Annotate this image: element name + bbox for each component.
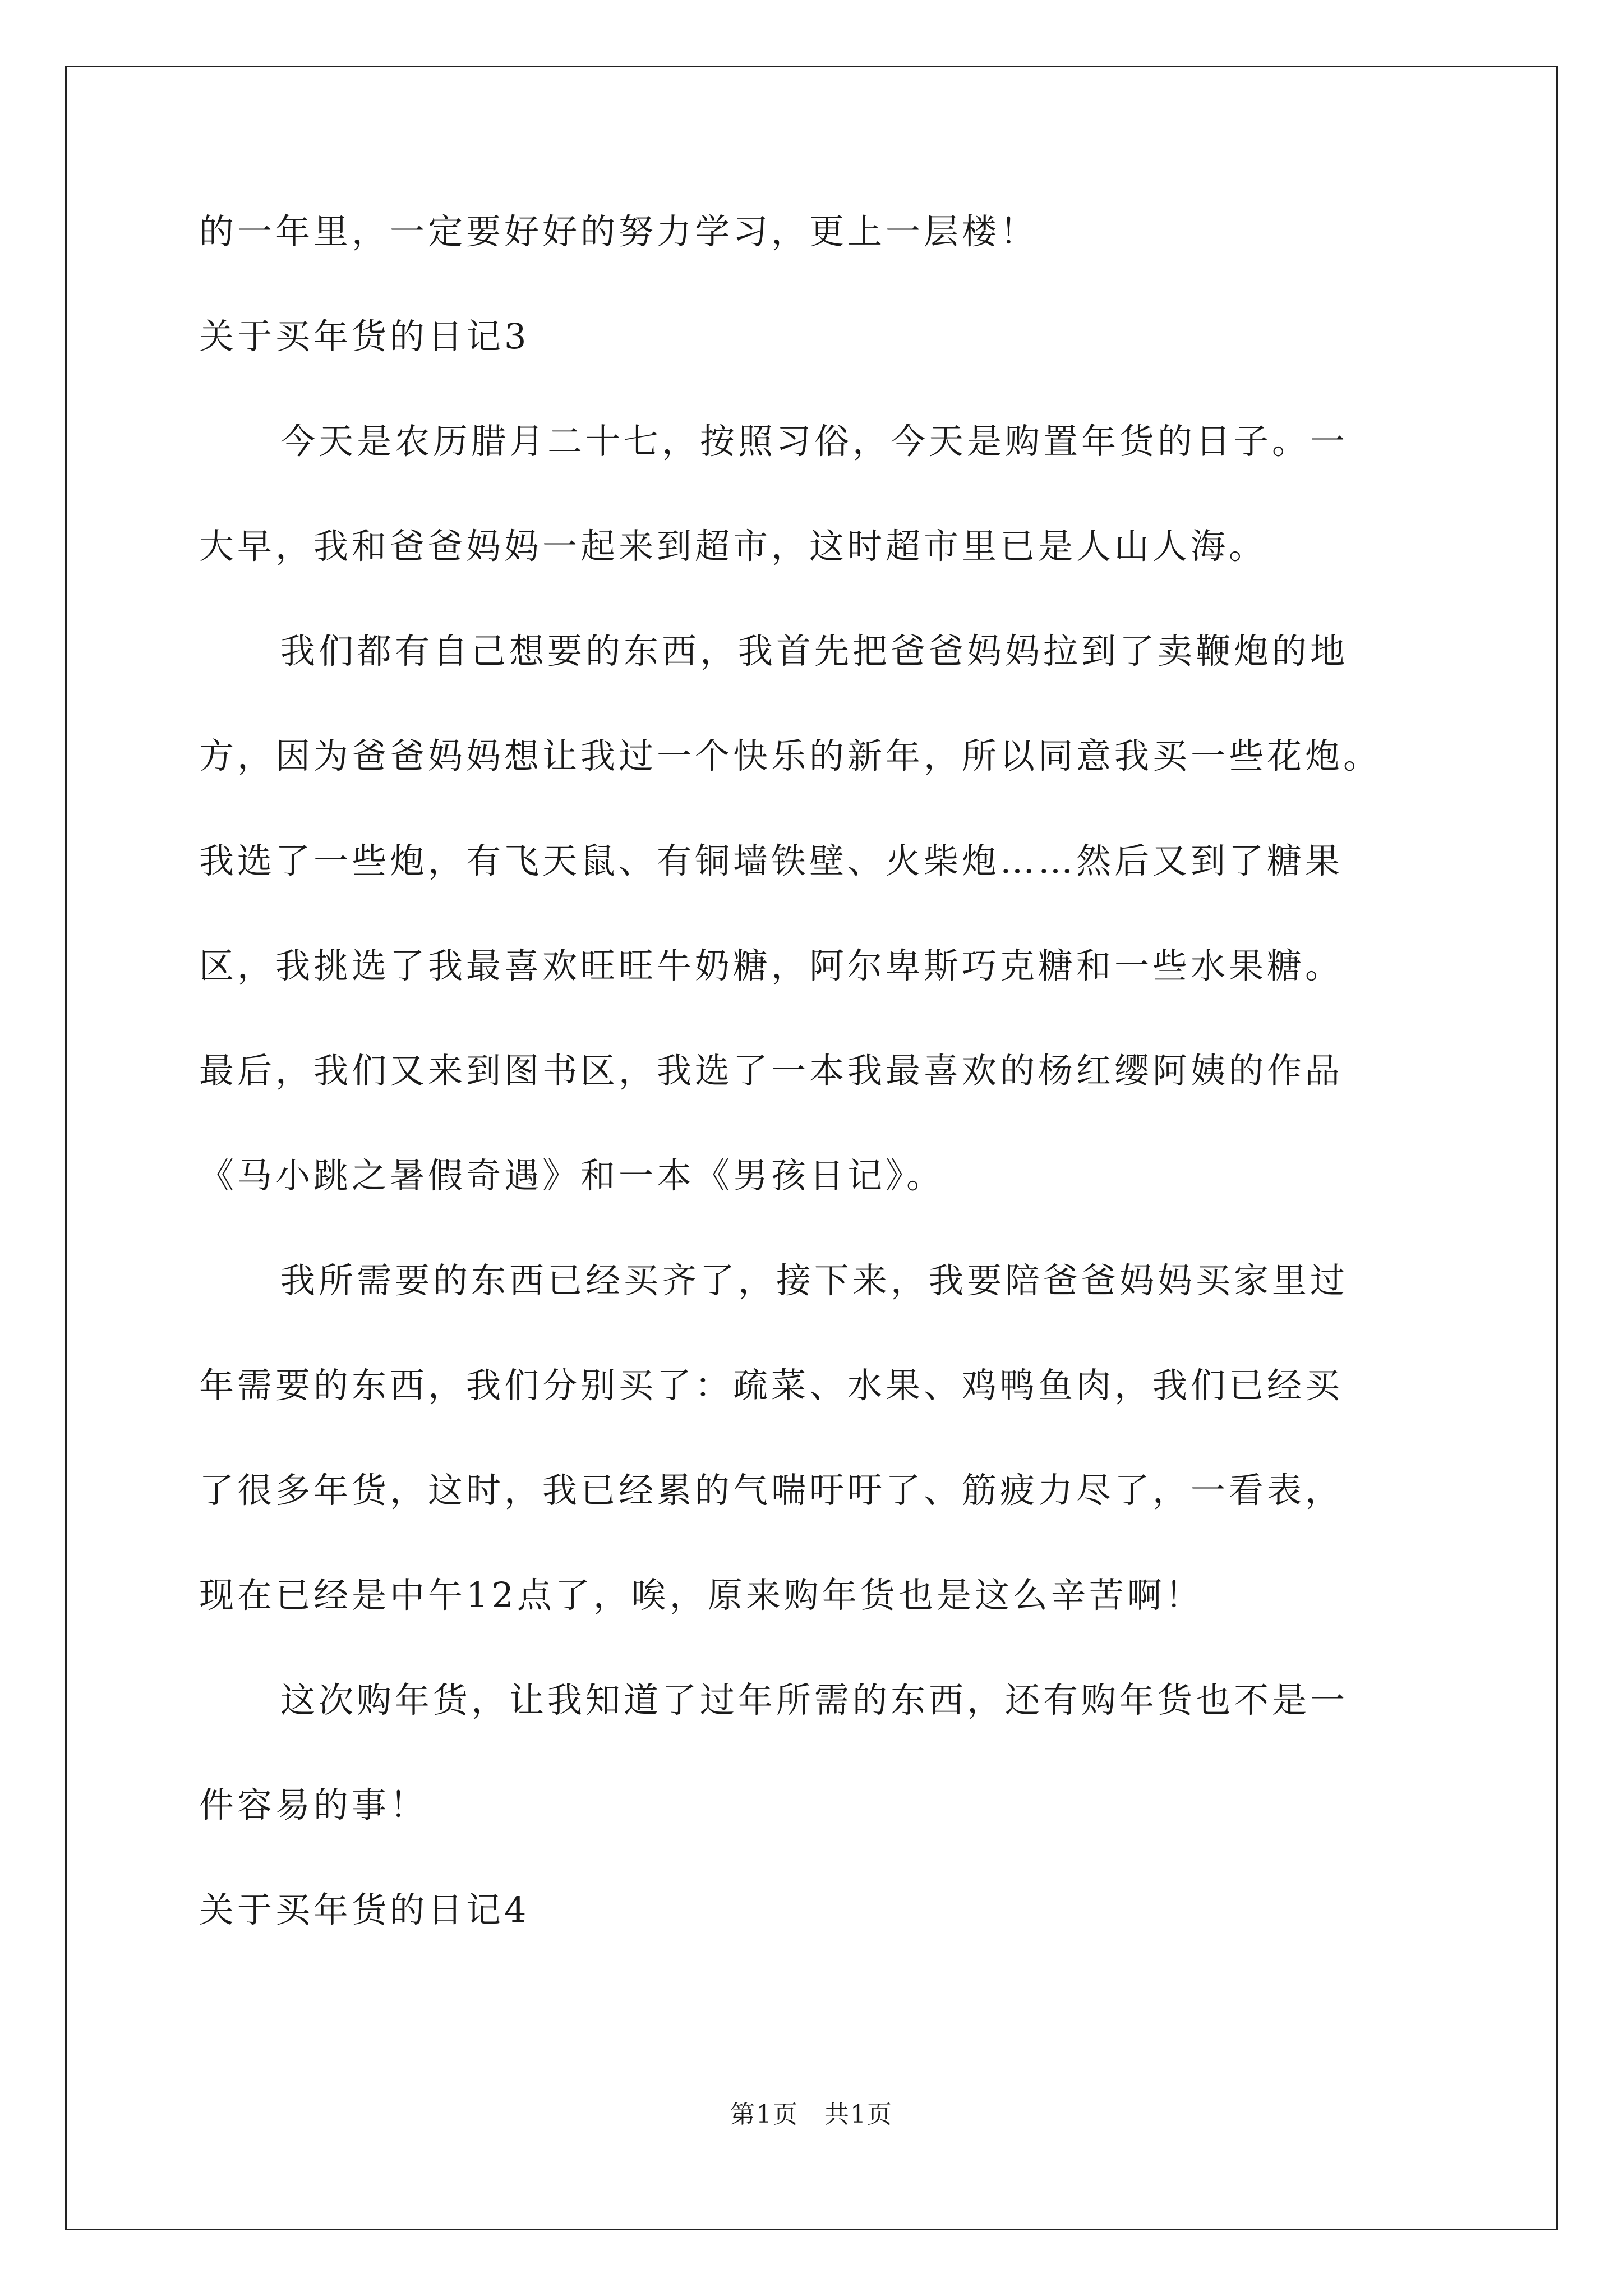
body-text-line: 的一年里，一定要好好的努力学习，更上一层楼！ [199, 211, 1039, 252]
paragraph-line: 我选了一些炮，有飞天鼠、有铜墙铁壁、火柴炮……然后又到了糖果 [199, 840, 1344, 881]
paragraph-line: 件容易的事！ [199, 1784, 428, 1825]
paragraph-line: 《马小跳之暑假奇遇》和一本《男孩日记》。 [199, 1155, 945, 1196]
paragraph-line: 大早，我和爸爸妈妈一起来到超市，这时超市里已是人山人海。 [199, 526, 1267, 567]
paragraph-line: 年需要的东西，我们分别买了：疏菜、水果、鸡鸭鱼肉，我们已经买 [199, 1365, 1344, 1406]
paragraph-line: 区，我挑选了我最喜欢旺旺牛奶糖，阿尔卑斯巧克糖和一些水果糖。 [199, 945, 1344, 986]
paragraph-line: 这次购年货，让我知道了过年所需的东西，还有购年货也不是一 [280, 1680, 1349, 1720]
paragraph-line: 方，因为爸爸妈妈想让我过一个快乐的新年，所以同意我买一些花炮。 [199, 735, 1382, 776]
page-number-footer: 第1页 共1页 [730, 2100, 893, 2129]
paragraph-line: 了很多年货，这时，我已经累的气喘吁吁了、筋疲力尽了，一看表， [199, 1470, 1344, 1511]
paragraph-line: 最后，我们又来到图书区，我选了一本我最喜欢的杨红缨阿姨的作品 [199, 1050, 1344, 1091]
paragraph-line: 我所需要的东西已经买齐了，接下来，我要陪爸爸妈妈买家里过 [280, 1260, 1349, 1301]
section-heading: 关于买年货的日记4 [199, 1889, 530, 1930]
section-heading: 关于买年货的日记3 [199, 316, 530, 357]
paragraph-line: 今天是农历腊月二十七，按照习俗，今天是购置年货的日子。一 [280, 421, 1349, 462]
paragraph-line: 我们都有自己想要的东西，我首先把爸爸妈妈拉到了卖鞭炮的地 [280, 631, 1349, 671]
paragraph-line: 现在已经是中午12点了，唉，原来购年货也是这么辛苦啊！ [199, 1575, 1204, 1616]
